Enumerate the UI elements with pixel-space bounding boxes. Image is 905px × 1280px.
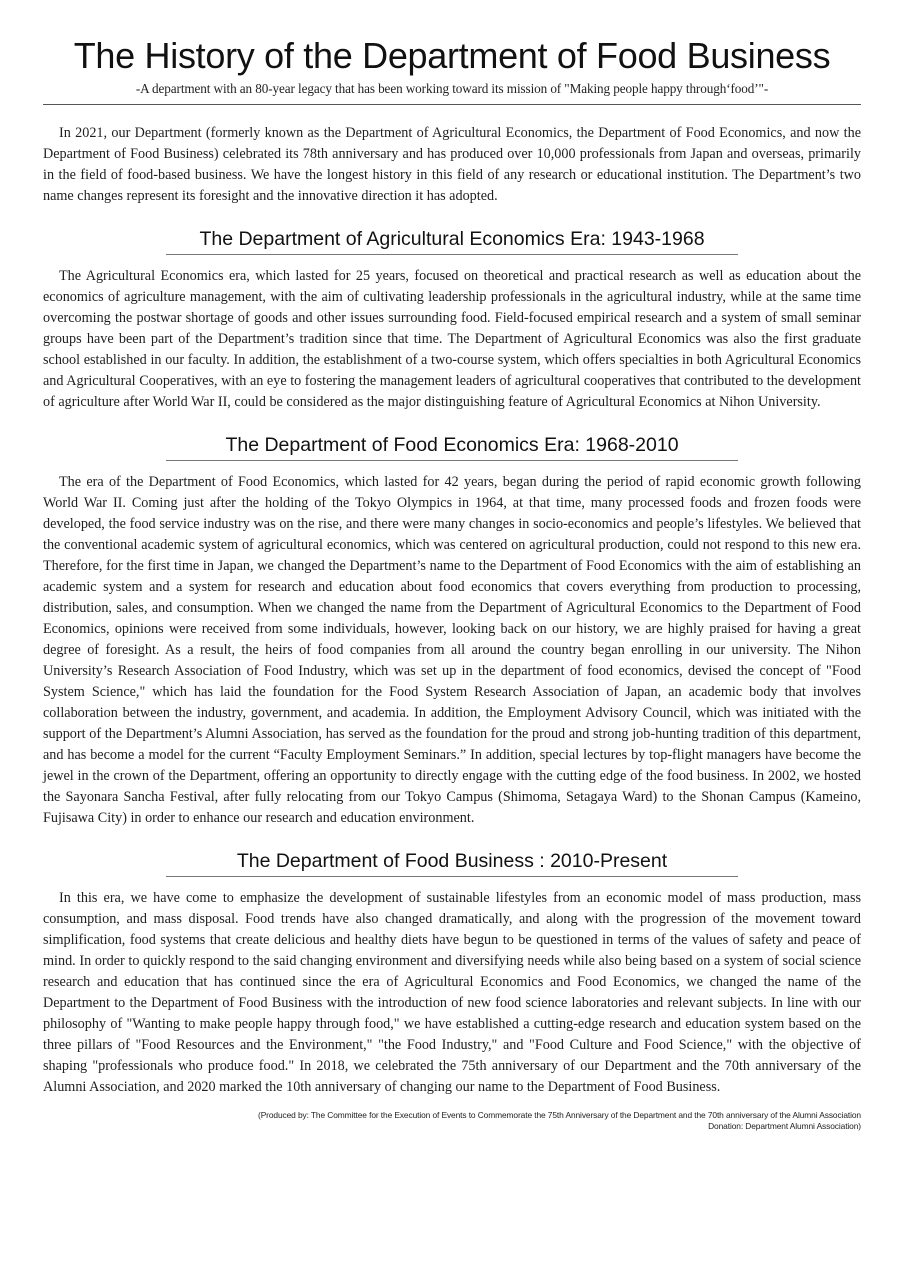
- section-food-business: [43, 849, 861, 1098]
- section-agricultural-economics: [43, 227, 861, 413]
- page-title: The History of the Department of Food Business: [73, 35, 831, 76]
- section-heading: The Department of Food Business : 2010-Present: [236, 850, 668, 872]
- section-heading-block: [166, 433, 738, 461]
- section-heading: The Department of Food Economics Era: 1968-2010: [225, 434, 679, 456]
- credit-line-donation: Donation: Department Alumni Association): [708, 1121, 861, 1131]
- title-divider: [43, 104, 861, 105]
- section-heading-block: [166, 849, 738, 877]
- section-body: The era of the Department of Food Economics, which lasted for 42 years, began during the period of rapid economic growth following World War II. Coming just after the holding of the Tokyo Olympics in 1964, at that time, many processed foods and frozen foods were developed, the food service industry was on the rise, and there were many changes in socio-economics and people’s lifestyles. We believed that the conventional academic system of agricultural economics, which was centered on agricultural production, could not respond to this new era. Therefore, for the first time in Japan, we changed the Department’s name to the Department of Food Economics with the aim of establishing an academic system and a system for research and education about food economics that covers everything from production to processing, distribution, sales, and consumption. When we changed the name from the Department of Agricultural Economics to the Department of Food Economics, opinions were received from some individuals, however, looking back on our history, we are highly praised for having a great degree of foresight. As a result, the heirs of food companies from all around the country began enrolling in our university. The Nihon University’s Research Association of Food Industry, which was set up in the department of food economics, devised the concept of "Food System Science," which has laid the foundation for the Food System Research Association of Japan, an academic body that involves collaboration between the industry, government, and academia. In addition, the Employment Advisory Council, which was initiated with the support of the Department’s Alumni Association, has served as the foundation for the proud and strong job-hunting tradition of this department, and has become a model for the current “Faculty Employment Seminars.” In addition, special lectures by top-flight managers have become the jewel in the crown of the Department, offering an opportunity to directly engage with the cutting edge of the food business. In 2002, we hosted the Sayonara Sancha Festival, after fully relocating from our Tokyo Campus (Shimoma, Setagaya Ward) to the Shonan Campus (Kameino, Fujisawa City) in order to enhance our research and education environment.: [43, 474, 861, 826]
- section-divider: [166, 460, 738, 461]
- section-food-economics: [43, 433, 861, 829]
- section-heading-block: [166, 227, 738, 255]
- section-divider: [166, 876, 738, 877]
- section-body: The Agricultural Economics era, which lasted for 25 years, focused on theoretical and practical research as well as education about the economics of agriculture management, with the aim of cultivating leadership professionals in the agricultural industry, while at the same time overcoming the postwar shortage of goods and other issues surrounding food. Field-focused empirical research and a system of small seminar groups have been part of the Department’s tradition since that time. The Department of Agricultural Economics was also the first graduate school established in our faculty. In addition, the establishment of a two-course system, which offers specialties in both Agricultural Economics and Agricultural Cooperatives, with an eye to fostering the management leaders of agricultural cooperatives that contributed to the development of agriculture after World War II, could be considered as the major distinguishing feature of Agricultural Economics at Nihon University.: [43, 268, 861, 410]
- production-credit: [43, 1110, 861, 1132]
- section-body: In this era, we have come to emphasize the development of sustainable lifestyles from an economic model of mass production, mass consumption, and mass disposal. Food trends have also changed dramatically, and along with the progression of the movement toward simplification, food systems that create delicious and healthy diets have begun to be questioned in terms of the values of safety and peace of mind. In order to quickly respond to the said changing environment and diversifying needs while also being based on a system of social science research and education that has continued since the era of Agricultural Economics and Food Economics, we changed the name of the Department to the Department of Food Business with the introduction of new food science laboratories and relevant subjects. In line with our philosophy of "Wanting to make people happy through food," we have established a cutting-edge research and education system based on the three pillars of "Food Resources and the Environment," "the Food Industry," and "Food Culture and Food Science," with the objective of shaping "professionals who produce food." In 2018, we celebrated the 75th anniversary of our Department and the 70th anniversary of the Alumni Association, and 2020 marked the 10th anniversary of changing our name to the Department of Food Business.: [43, 890, 861, 1095]
- page-subtitle: -A department with an 80-year legacy that has been working toward its mission of "Making people happy through‘food’"-: [135, 81, 769, 96]
- section-divider: [166, 254, 738, 255]
- credit-line-produced-by: (Produced by: The Committee for the Execution of Events to Commemorate the 75th Anniversary of the Department and the 70th anniversary of the Alumni Association: [258, 1110, 861, 1120]
- intro-paragraph: In 2021, our Department (formerly known as the Department of Agricultural Economics, the Department of Food Economics, and now the Department of Food Business) celebrated its 78th anniversary and has produced over 10,000 professionals from Japan and overseas, primarily in the field of food-based business. We have the longest history in this field of any research or educational institution. The Department’s two name changes represent its foresight and the innovative direction it has adopted.: [43, 125, 861, 204]
- document-page: [43, 0, 861, 1132]
- section-heading: The Department of Agricultural Economics Era: 1943-1968: [199, 228, 705, 250]
